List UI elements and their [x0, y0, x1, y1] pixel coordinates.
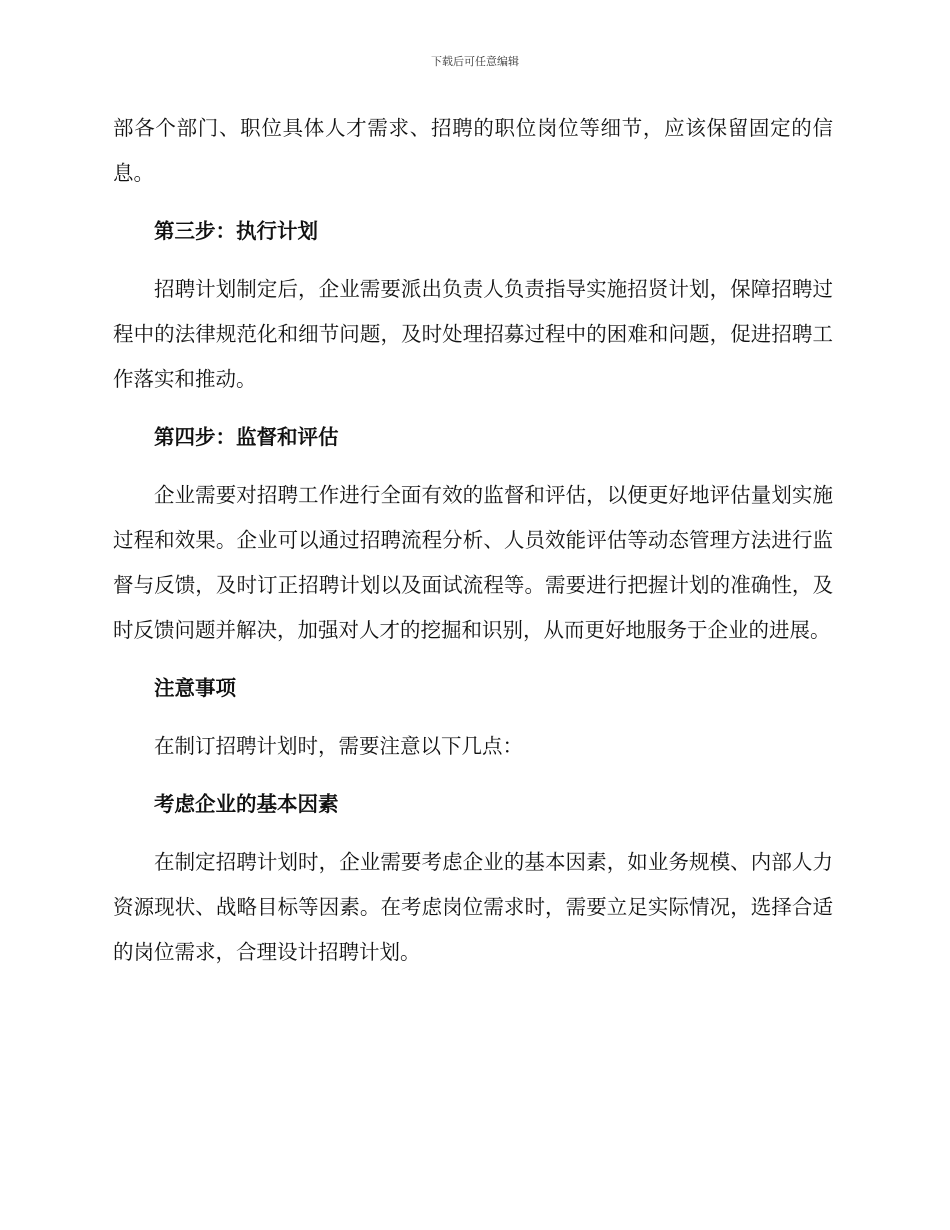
step4-heading: 第四步：监督和评估 — [154, 425, 339, 449]
factor-paragraph: 在制定招聘计划时，企业需要考虑企业的基本因素，如业务规模、内部人力资源现状、战略目标等因素。在考虑岗位需求时，需要立足实际情况，选择合适的岗位需求，合理设计招聘计划。 — [113, 850, 833, 964]
factor-heading: 考虑企业的基本因素 — [154, 792, 339, 816]
step3-paragraph: 招聘计划制定后，企业需要派出负责人负责指导实施招贤计划，保障招聘过程中的法律规范化和细节问题，及时处理招募过程中的困难和问题，促进招聘工作落实和推动。 — [113, 277, 833, 391]
step3-heading: 第三步：执行计划 — [154, 219, 318, 243]
notes-heading: 注意事项 — [154, 676, 236, 700]
document-body — [113, 106, 833, 988]
notes-intro-paragraph: 在制订招聘计划时，需要注意以下几点： — [154, 734, 523, 758]
continuation-paragraph: 部各个部门、职位具体人才需求、招聘的职位岗位等细节，应该保留固定的信息。 — [113, 116, 833, 185]
step4-paragraph: 企业需要对招聘工作进行全面有效的监督和评估，以便更好地评估量划实施过程和效果。企业可以通过招聘流程分析、人员效能评估等动态管理方法进行监督与反馈，及时订正招聘计划以及面试流程等。需要进行把握计划的准确性，及时反馈问题并解决，加强对人才的挖掘和识别，从而更好地服务于企业的进展。 — [113, 483, 833, 642]
header-note: 下载后可任意编辑 — [431, 55, 519, 68]
